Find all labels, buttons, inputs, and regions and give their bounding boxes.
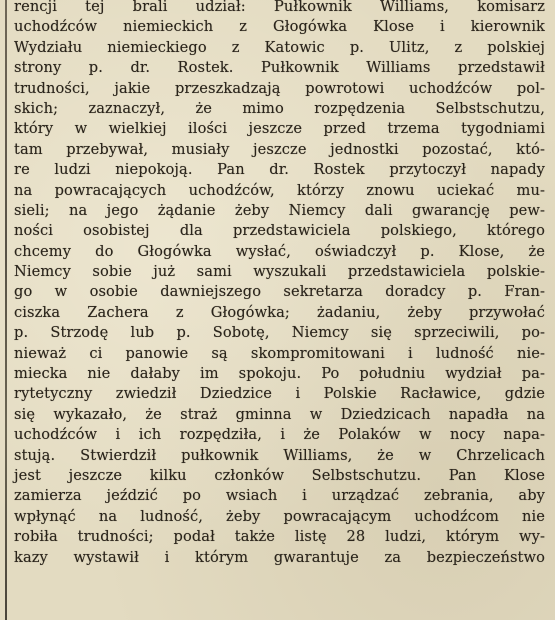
text-line: sieli; na jego żądanie żeby Niemcy dali gwarancję pew-	[14, 201, 545, 219]
article-column	[14, 0, 545, 568]
text-line: miecka nie dałaby im spokoju. Po południu wydział pa-	[14, 365, 545, 383]
text-line: Wydziału niemieckiego z Katowic p. Ulitz, z polskiej	[14, 38, 545, 56]
text-line: tam przebywał, musiały jeszcze jednostki pozostać, któ-	[14, 140, 545, 158]
text-line: wpłynąć na ludność, żeby powracającym uchodźcom nie	[14, 507, 545, 525]
text-line: Niemcy sobie już sami wyszukali przedstawiciela polskie-	[14, 263, 545, 281]
text-line: go w osobie dawniejszego sekretarza doradcy p. Fran-	[14, 283, 545, 301]
text-line: kazy wystawił i którym gwarantuje za bezpieczeństwo	[14, 548, 545, 566]
text-line: p. Strzodę lub p. Sobotę, Niemcy się sprzeciwili, po-	[14, 324, 545, 342]
text-line: chcemy do Głogówka wysłać, oświadczył p. Klose, że	[14, 242, 545, 260]
text-line: ności osobistej dla przedstawiciela polskiego, którego	[14, 222, 545, 240]
text-line: na powracających uchodźców, którzy znowu uciekać mu-	[14, 181, 545, 199]
text-line: rencji tej brali udział: Pułkownik Williams, komisarz	[14, 0, 545, 15]
text-line: uchodźców niemieckich z Głogówka Klose i kierownik	[14, 18, 545, 36]
text-line: który w wielkiej ilości jeszcze przed trzema tygodniami	[14, 120, 545, 138]
text-line: nieważ ci panowie są skompromitowani i ludność nie-	[14, 344, 545, 362]
text-line: re ludzi niepokoją. Pan dr. Rostek przytoczył napady	[14, 161, 545, 179]
text-line: skich; zaznaczył, że mimo rozpędzenia Selbstschutzu,	[14, 99, 545, 117]
text-line: stują. Stwierdził pułkownik Williams, że w Chrzelicach	[14, 446, 545, 464]
text-line: robiła trudności; podał także listę 28 ludzi, którym wy-	[14, 528, 545, 546]
text-line: rytetyczny zwiedził Dziedzice i Polskie Racławice, gdzie	[14, 385, 545, 403]
column-divider-rule	[5, 0, 7, 620]
text-line: trudności, jakie przeszkadzają powrotowi uchodźców pol-	[14, 79, 545, 97]
text-line: się wykazało, że straż gminna w Dziedzicach napadła na	[14, 405, 545, 423]
text-line: ciszka Zachera z Głogówka; żadaniu, żeby przywołać	[14, 303, 545, 321]
text-line: zamierza jeździć po wsiach i urządzać zebrania, aby	[14, 487, 545, 505]
text-line: jest jeszcze kilku członków Selbstschutzu. Pan Klose	[14, 466, 545, 484]
text-line: uchodźców i ich rozpędziła, i że Polaków w nocy napa-	[14, 426, 545, 444]
text-line: strony p. dr. Rostek. Pułkownik Williams przedstawił	[14, 59, 545, 77]
